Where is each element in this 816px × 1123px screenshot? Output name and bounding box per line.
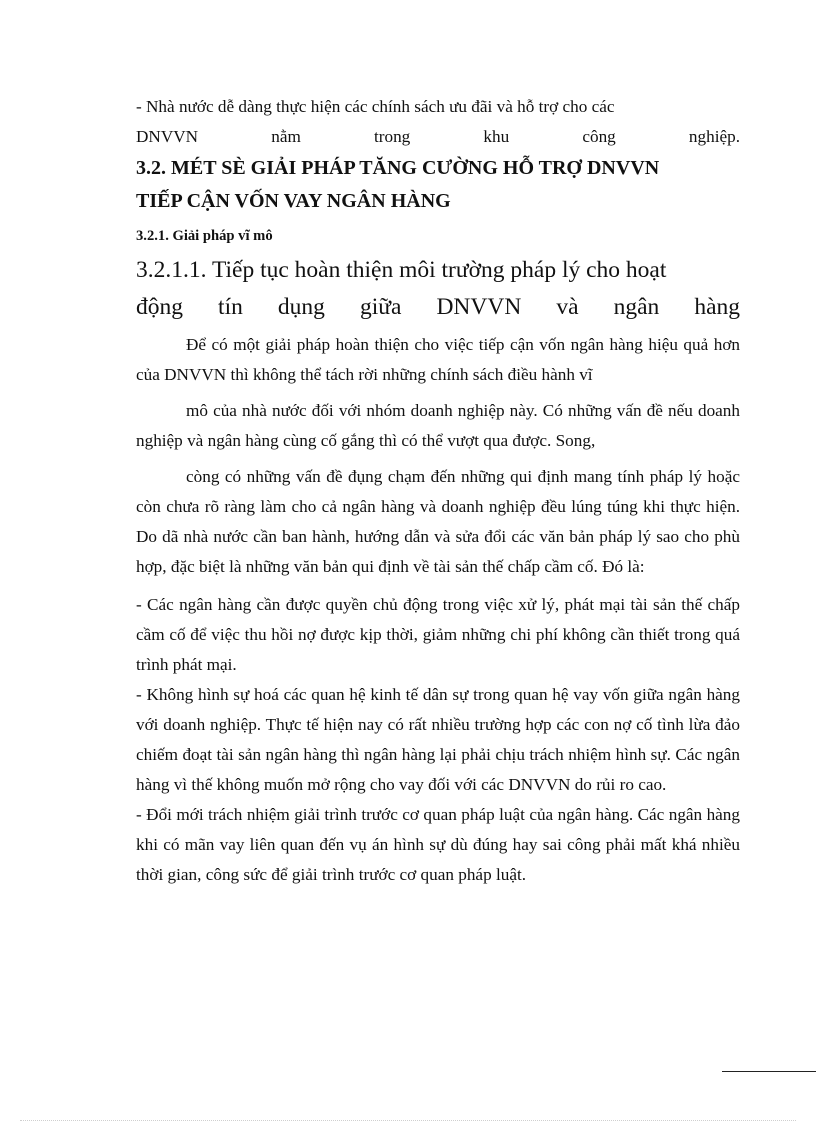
footer-rule (722, 1071, 816, 1072)
intro-bullet-line-2: DNVVN nằm trong khu công nghiệp. (136, 127, 740, 146)
paragraph-1: Để có một giải pháp hoàn thiện cho việc tiếp cận vốn ngân hàng hiệu quả hơn của DNVVN thì không thể tách rời những chính sách điều hành vĩ (136, 335, 740, 384)
subsubsection-heading-line-2: động tín dụng giữa DNVVN và ngân hàng (136, 294, 740, 320)
list-item: - Đổi mới trách nhiệm giải trình trước cơ quan pháp luật của ngân hàng. Các ngân hàng khi có mãn vay liên quan đến vụ án hình sự dù đúng hay sai công phải mất khá nhiều thời gian, công sức để giải trình trước cơ quan pháp luật. (136, 805, 740, 884)
subsection-heading: 3.2.1. Giải pháp vĩ mô (136, 228, 273, 244)
list-item: - Các ngân hàng cần được quyền chủ động trong việc xử lý, phát mại tài sản thế chấp cầm cố để việc thu hồi nợ được kịp thời, giảm những chi phí không cần thiết trong quá trình phát mại. (136, 595, 740, 674)
paragraph-3: còng có những vấn đề đụng chạm đến những qui định mang tính pháp lý hoặc còn chưa rõ ràng làm cho cả ngân hàng và doanh nghiệp đều lúng túng khi thực hiện. Do dã nhà nước cần ban hành, hướng dẫn và sửa đổi các văn bản pháp lý sao cho phù hợp, đặc biệt là những văn bản qui định về tài sản thế chấp cầm cố. Đó là: (136, 467, 740, 576)
subsubsection-heading-line-1: 3.2.1.1. Tiếp tục hoàn thiện môi trường pháp lý cho hoạt (136, 257, 667, 283)
bullet-list (136, 590, 740, 890)
paragraph-2: mô của nhà nước đối với nhóm doanh nghiệp này. Có những vấn đề nếu doanh nghiệp và ngân hàng cùng cố gắng thì có thể vượt qua được. Song, (136, 401, 740, 450)
list-item: - Không hình sự hoá các quan hệ kinh tế dân sự trong quan hệ vay vốn giữa ngân hàng với doanh nghiệp. Thực tế hiện nay có rất nhiều trường hợp các con nợ cố tình lừa đảo chiếm đoạt tài sản ngân hàng thì ngân hàng lại phải chịu trách nhiệm hình sự. Các ngân hàng vì thế không muốn mở rộng cho vay đối với các DNVVN do rủi ro cao. (136, 685, 740, 794)
page-bottom-border (20, 1120, 796, 1121)
section-heading (136, 152, 740, 218)
subsubsection-heading (136, 252, 740, 326)
intro-bullet-line-1: - Nhà nước dễ dàng thực hiện các chính sách ưu đãi và hỗ trợ cho các (136, 97, 615, 116)
section-heading-line-1: 3.2. MÉT SÈ GIẢI PHÁP TĂNG CƯỜNG HỖ TRỢ DNVVN (136, 157, 660, 179)
section-heading-line-2: TIẾP CẬN VỐN VAY NGÂN HÀNG (136, 190, 451, 212)
document-body (136, 92, 740, 890)
